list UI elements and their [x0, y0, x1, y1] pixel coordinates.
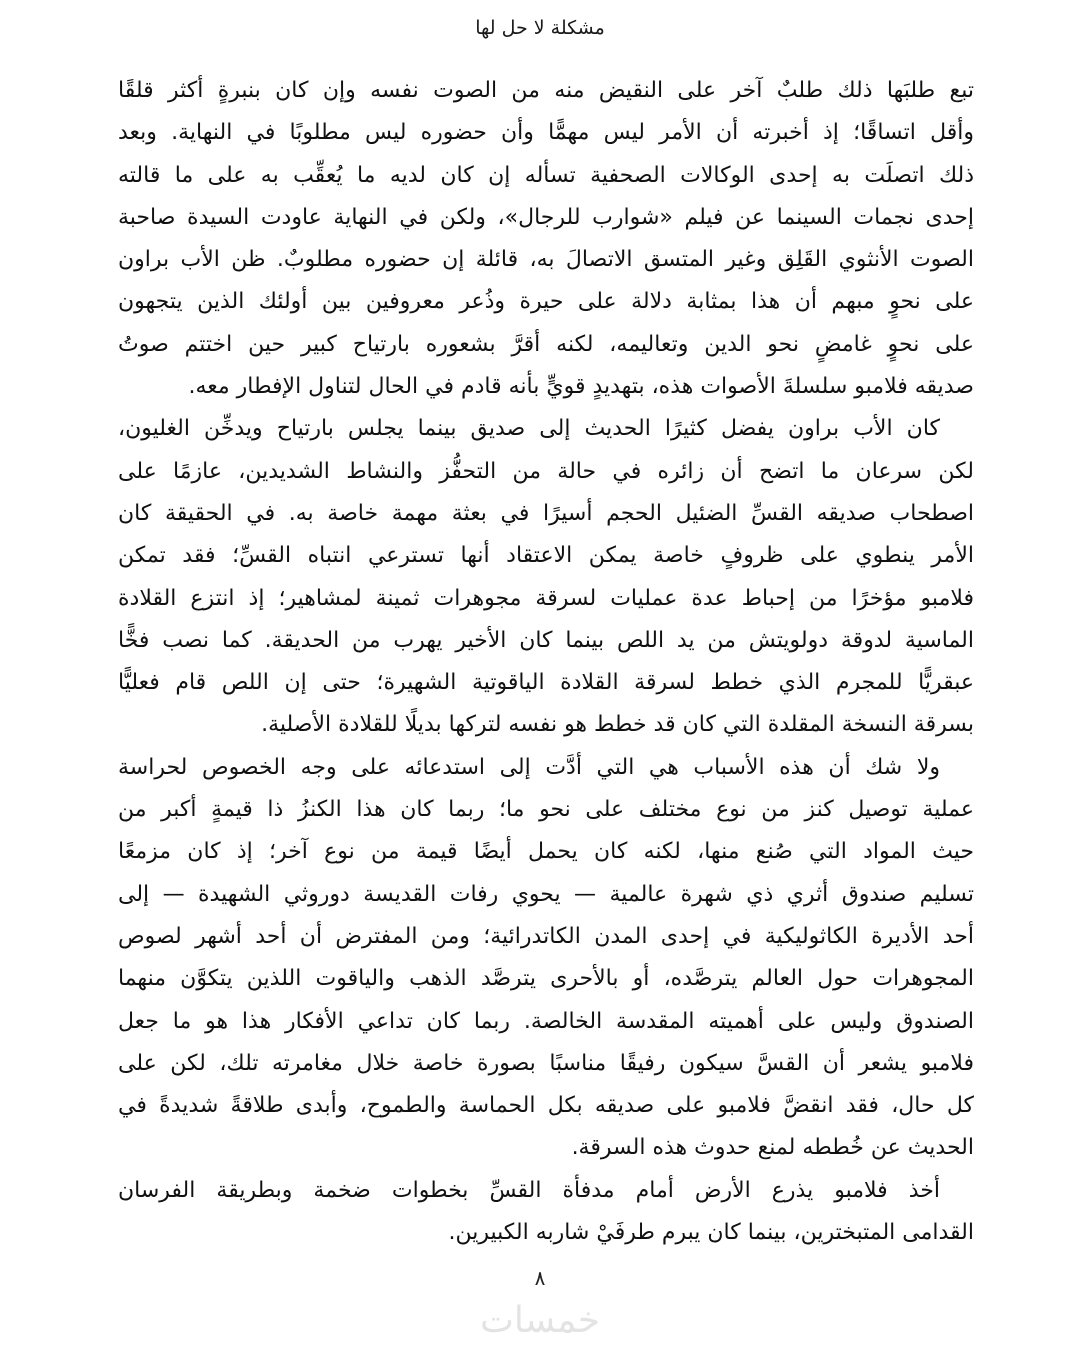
paragraph-4 — [118, 1170, 974, 1255]
text-line: الماسية لدوقة دولويتش من يد اللص بينما كان الأخير يهرب من الحديقة. كما نصب فخًّا — [118, 627, 974, 653]
text-line: الحديث عن خُططه لمنع حدوث هذه السرقة. — [571, 1135, 974, 1161]
text-line: على نحوٍ غامضٍ نحو الدين وتعاليمه، لكنه أقرَّ بشعوره بارتياح كبير حين اختتم صوتُ — [118, 331, 974, 357]
text-line: على نحوٍ مبهم أن هذا بمثابة دلالة على حيرة وذُعر معروفين بين أولئك الذين يتجهون — [118, 289, 974, 315]
text-line: إحدى نجمات السينما عن فيلم «شوارب للرجال»، ولكن في النهاية عاودت السيدة صاحبة — [118, 204, 974, 230]
text-line: أحد الأديرة الكاثوليكية في إحدى المدن الكاتدرائية؛ ومن المفترض أن أحد أشهر لصوص — [118, 923, 974, 949]
text-line: أخذ فلامبو يذرع الأرض أمام مدفأة القسِّ بخطوات ضخمة وبطريقة الفرسان — [118, 1177, 940, 1203]
text-line: عبقريًّا للمجرم الذي خطط لسرقة القلادة الياقوتية الشهيرة؛ حتى إن اللص قام فعليًّا — [118, 670, 974, 696]
text-line: صديقه فلامبو سلسلةَ الأصوات هذه، بتهديدٍ قويٍّ بأنه قادم في الحال لتناول الإفطار معه. — [188, 374, 974, 400]
paragraph-3 — [118, 747, 974, 1170]
text-line: القدامى المتبخترين، بينما كان يبرم طرفَيْ شاربه الكبيرين. — [448, 1220, 974, 1246]
page-body — [118, 70, 974, 1254]
watermark-logo: خمسات — [479, 1300, 601, 1341]
text-line: حيث المواد التي صُنع منها، لكنه كان يحمل أيضًا قيمة من نوع آخر؛ إذ كان مزمعًا — [118, 839, 974, 865]
text-line: تبع طلبَها ذلك طلبٌ آخر على النقيض منه من الصوت نفسه وإن كان بنبرةٍ أكثر قلقًا — [118, 78, 974, 103]
text-line: ولا شك أن هذه الأسباب هي التي أدَّت إلى استدعائه على وجه الخصوص لحراسة — [118, 754, 940, 780]
text-line: المجوهرات حول العالم يترصَّده، أو بالأحرى يترصَّد الذهب والياقوت اللذين يتكوَّن منهما — [118, 966, 974, 992]
running-header-title: مشكلة لا حل لها — [475, 17, 605, 39]
text-line: اصطحاب صديقه القسِّ الضئيل الحجم أسيرًا في بعثة مهمة خاصة به. في الحقيقة كان — [118, 500, 974, 526]
text-line: عملية توصيل كنز من نوع مختلف على نحو ما؛ ربما كان هذا الكنزُ ذا قيمةٍ أكبر من — [118, 797, 974, 823]
text-line: ذلك اتصلَت به إحدى الوكالات الصحفية تسأله إن كان لديه ما يُعقِّب به على ما قالته — [118, 162, 974, 188]
text-line: كل حال، فقد انقضَّ فلامبو على صديقه بكل الحماسة والطموح، وأبدى طلاقةً شديدةً في — [118, 1093, 974, 1119]
page-number: ٨ — [534, 1266, 546, 1290]
paragraph-2 — [118, 408, 974, 746]
text-line: بسرقة النسخة المقلدة التي كان قد خطط هو نفسه لتركها بديلًا للقلادة الأصلية. — [261, 712, 974, 738]
text-line: تسليم صندوق أثري ذي شهرة عالمية — يحوي رفات القديسة دوروثي الشهيدة — إلى — [118, 881, 974, 907]
text-line: فلامبو مؤخرًا من إحباط عدة عمليات لسرقة مجوهرات ثمينة لمشاهير؛ إذ انتزع القلادة — [118, 585, 974, 611]
text-line: وأقل اتساقًا؛ إذ أخبرته أن الأمر ليس مهمًّا وأن حضوره ليس مطلوبًا في النهاية. وبعد — [118, 120, 974, 146]
text-line: الصندوق وليس على أهميته المقدسة الخالصة. ربما كان تداعي الأفكار هذا هو ما جعل — [118, 1008, 974, 1034]
text-line: كان الأب براون يفضل كثيرًا الحديث إلى صديق بينما يجلس بارتياح ويدخِّن الغليون، — [118, 416, 940, 442]
text-line: الصوت الأنثوي القَلِق وغير المتسق الاتصالَ به، قائلة إن حضوره مطلوبٌ. ظن الأب براون — [118, 247, 974, 273]
text-line: الأمر ينطوي على ظروفٍ خاصة يمكن الاعتقاد أنها تسترعي انتباه القسِّ؛ فقد تمكن — [118, 543, 974, 569]
text-line: فلامبو يشعر أن القسَّ سيكون رفيقًا مناسبًا بصورة خاصة خلال مغامرته تلك، لكن على — [118, 1050, 974, 1076]
text-line: لكن سرعان ما اتضح أن زائره في حالة من التحفُّز والنشاط الشديدين، عازمًا على — [118, 458, 974, 484]
paragraph-1 — [118, 70, 974, 408]
